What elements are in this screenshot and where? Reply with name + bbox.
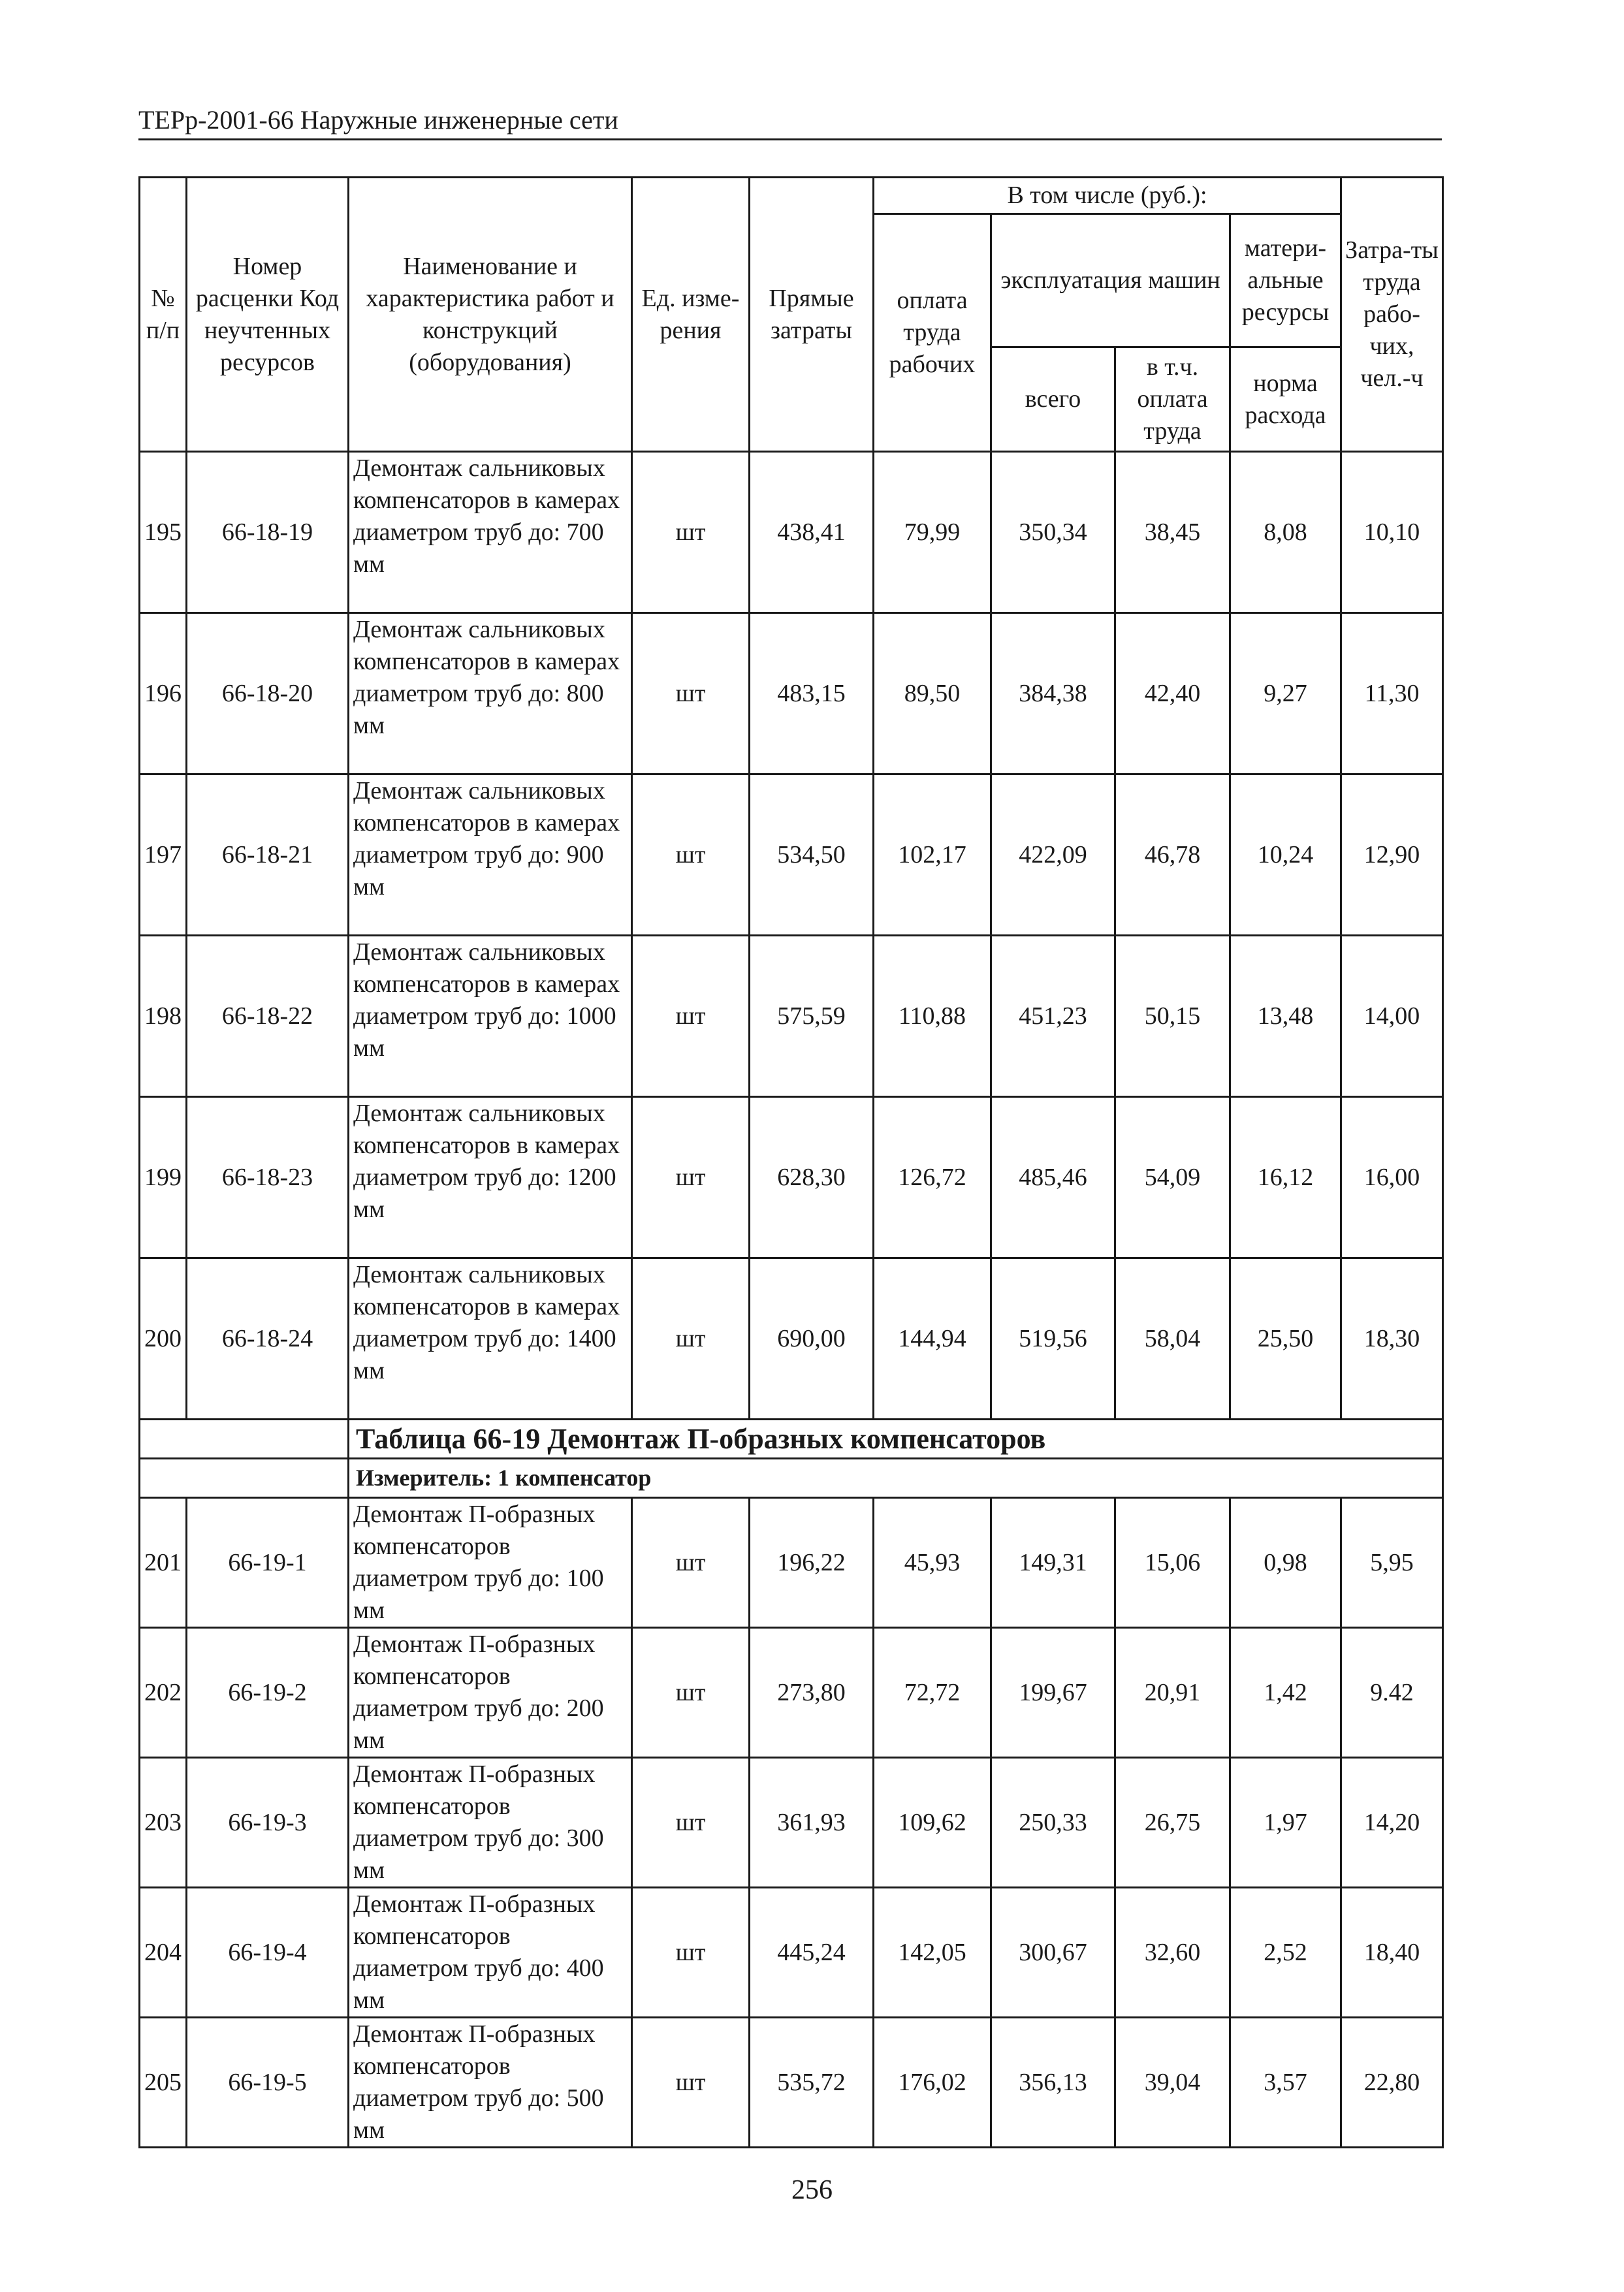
machines-total: 250,33	[991, 1758, 1115, 1888]
unit-cell: шт	[632, 936, 750, 1097]
col-header-machines: эксплуатация машин	[991, 214, 1230, 347]
rate-code: 66-18-21	[187, 774, 349, 936]
machines-wages: 15,06	[1115, 1498, 1230, 1628]
machines-wages: 20,91	[1115, 1628, 1230, 1758]
labor-hours: 14,00	[1341, 936, 1443, 1097]
row-number: 203	[140, 1758, 187, 1888]
rate-code: 66-18-20	[187, 613, 349, 774]
unit-cell: шт	[632, 452, 750, 613]
direct-cost: 535,72	[750, 2018, 874, 2148]
row-number: 201	[140, 1498, 187, 1628]
table-header	[140, 178, 1443, 452]
direct-cost: 628,30	[750, 1097, 874, 1258]
row-number: 196	[140, 613, 187, 774]
materials-norm: 10,24	[1230, 774, 1341, 936]
unit-cell: шт	[632, 1097, 750, 1258]
wages-cost: 45,93	[874, 1498, 991, 1628]
rate-code: 66-18-22	[187, 936, 349, 1097]
unit-cell: шт	[632, 1258, 750, 1420]
machines-wages: 38,45	[1115, 452, 1230, 613]
page-number: 256	[791, 2175, 833, 2205]
machines-wages: 39,04	[1115, 2018, 1230, 2148]
table-row	[140, 1498, 1443, 1628]
row-number: 200	[140, 1258, 187, 1420]
wages-cost: 89,50	[874, 613, 991, 774]
row-number: 205	[140, 2018, 187, 2148]
work-description: Демонтаж сальниковых компенсаторов в камерах диаметром труб до: 900 мм	[349, 774, 632, 936]
work-description: Демонтаж П-образных компенсаторов диаметром труб до: 500 мм	[349, 2018, 632, 2148]
work-description: Демонтаж сальниковых компенсаторов в камерах диаметром труб до: 1400 мм	[349, 1258, 632, 1420]
table-row	[140, 1888, 1443, 2018]
labor-hours: 11,30	[1341, 613, 1443, 774]
rate-code: 66-19-4	[187, 1888, 349, 2018]
unit-cell: шт	[632, 1628, 750, 1758]
unit-cell: шт	[632, 2018, 750, 2148]
machines-total: 149,31	[991, 1498, 1115, 1628]
col-header-materials: матери-альные ресурсы	[1230, 214, 1341, 347]
machines-wages: 54,09	[1115, 1097, 1230, 1258]
materials-norm: 1,97	[1230, 1758, 1341, 1888]
labor-hours: 22,80	[1341, 2018, 1443, 2148]
col-header-labor: Затра-ты труда рабо-чих, чел.-ч	[1341, 178, 1443, 452]
machines-total: 485,46	[991, 1097, 1115, 1258]
table-row	[140, 452, 1443, 613]
machines-total: 350,34	[991, 452, 1115, 613]
table-row	[140, 936, 1443, 1097]
machines-wages: 46,78	[1115, 774, 1230, 936]
machines-total: 199,67	[991, 1628, 1115, 1758]
wages-cost: 126,72	[874, 1097, 991, 1258]
machines-total: 384,38	[991, 613, 1115, 774]
wages-cost: 176,02	[874, 2018, 991, 2148]
materials-norm: 8,08	[1230, 452, 1341, 613]
table-row	[140, 613, 1443, 774]
row-number: 204	[140, 1888, 187, 2018]
col-header-direct: Прямые затраты	[750, 178, 874, 452]
direct-cost: 575,59	[750, 936, 874, 1097]
unit-cell: шт	[632, 774, 750, 936]
machines-total: 422,09	[991, 774, 1115, 936]
labor-hours: 12,90	[1341, 774, 1443, 936]
machines-wages: 32,60	[1115, 1888, 1230, 2018]
wages-cost: 110,88	[874, 936, 991, 1097]
direct-cost: 534,50	[750, 774, 874, 936]
labor-hours: 16,00	[1341, 1097, 1443, 1258]
work-description: Демонтаж П-образных компенсаторов диаметром труб до: 200 мм	[349, 1628, 632, 1758]
work-description: Демонтаж сальниковых компенсаторов в камерах диаметром труб до: 700 мм	[349, 452, 632, 613]
wages-cost: 79,99	[874, 452, 991, 613]
col-header-unit: Ед. изме-рения	[632, 178, 750, 452]
machines-wages: 50,15	[1115, 936, 1230, 1097]
table-row	[140, 774, 1443, 936]
work-description: Демонтаж П-образных компенсаторов диаметром труб до: 400 мм	[349, 1888, 632, 2018]
work-description: Демонтаж П-образных компенсаторов диаметром труб до: 100 мм	[349, 1498, 632, 1628]
col-header-incl: В том числе (руб.):	[874, 178, 1341, 214]
wages-cost: 72,72	[874, 1628, 991, 1758]
header-rule	[138, 138, 1442, 140]
section-unit-row	[140, 1459, 1443, 1498]
materials-norm: 9,27	[1230, 613, 1341, 774]
rate-code: 66-18-19	[187, 452, 349, 613]
rates-table	[138, 176, 1444, 2148]
labor-hours: 10,10	[1341, 452, 1443, 613]
col-header-machines-total: всего	[991, 347, 1115, 452]
row-number: 195	[140, 452, 187, 613]
row-number: 202	[140, 1628, 187, 1758]
section-spacer	[140, 1420, 349, 1459]
table-row	[140, 1258, 1443, 1420]
table-row	[140, 2018, 1443, 2148]
unit-cell: шт	[632, 1888, 750, 2018]
section-title-row	[140, 1420, 1443, 1459]
materials-norm: 0,98	[1230, 1498, 1341, 1628]
col-header-materials-norm: норма расхода	[1230, 347, 1341, 452]
wages-cost: 102,17	[874, 774, 991, 936]
section-unit: Измеритель: 1 компенсатор	[349, 1459, 1443, 1498]
col-header-wages: оплата труда рабочих	[874, 214, 991, 452]
wages-cost: 144,94	[874, 1258, 991, 1420]
work-description: Демонтаж сальниковых компенсаторов в камерах диаметром труб до: 800 мм	[349, 613, 632, 774]
work-description: Демонтаж П-образных компенсаторов диаметром труб до: 300 мм	[349, 1758, 632, 1888]
materials-norm: 1,42	[1230, 1628, 1341, 1758]
col-header-num: № п/п	[140, 178, 187, 452]
rate-code: 66-19-2	[187, 1628, 349, 1758]
unit-cell: шт	[632, 1498, 750, 1628]
materials-norm: 16,12	[1230, 1097, 1341, 1258]
machines-total: 519,56	[991, 1258, 1115, 1420]
machines-wages: 58,04	[1115, 1258, 1230, 1420]
col-header-code: Номер расценки Код неучтенных ресурсов	[187, 178, 349, 452]
machines-total: 451,23	[991, 936, 1115, 1097]
rate-code: 66-18-23	[187, 1097, 349, 1258]
table-row	[140, 1758, 1443, 1888]
section-spacer	[140, 1459, 349, 1498]
machines-wages: 42,40	[1115, 613, 1230, 774]
rate-code: 66-19-3	[187, 1758, 349, 1888]
rate-code: 66-19-1	[187, 1498, 349, 1628]
machines-wages: 26,75	[1115, 1758, 1230, 1888]
direct-cost: 196,22	[750, 1498, 874, 1628]
work-description: Демонтаж сальниковых компенсаторов в камерах диаметром труб до: 1200 мм	[349, 1097, 632, 1258]
direct-cost: 273,80	[750, 1628, 874, 1758]
materials-norm: 25,50	[1230, 1258, 1341, 1420]
labor-hours: 18,40	[1341, 1888, 1443, 2018]
work-description: Демонтаж сальниковых компенсаторов в камерах диаметром труб до: 1000 мм	[349, 936, 632, 1097]
wages-cost: 109,62	[874, 1758, 991, 1888]
direct-cost: 483,15	[750, 613, 874, 774]
table-row	[140, 1628, 1443, 1758]
direct-cost: 361,93	[750, 1758, 874, 1888]
direct-cost: 438,41	[750, 452, 874, 613]
direct-cost: 690,00	[750, 1258, 874, 1420]
running-header: ТЕРр-2001-66 Наружные инженерные сети	[138, 105, 618, 135]
unit-cell: шт	[632, 613, 750, 774]
labor-hours: 9.42	[1341, 1628, 1443, 1758]
table-row	[140, 1097, 1443, 1258]
row-number: 199	[140, 1097, 187, 1258]
materials-norm: 2,52	[1230, 1888, 1341, 2018]
row-number: 197	[140, 774, 187, 936]
materials-norm: 3,57	[1230, 2018, 1341, 2148]
rate-code: 66-19-5	[187, 2018, 349, 2148]
machines-total: 300,67	[991, 1888, 1115, 2018]
labor-hours: 14,20	[1341, 1758, 1443, 1888]
rate-code: 66-18-24	[187, 1258, 349, 1420]
col-header-machines-wages: в т.ч. оплата труда	[1115, 347, 1230, 452]
unit-cell: шт	[632, 1758, 750, 1888]
direct-cost: 445,24	[750, 1888, 874, 2018]
machines-total: 356,13	[991, 2018, 1115, 2148]
labor-hours: 18,30	[1341, 1258, 1443, 1420]
wages-cost: 142,05	[874, 1888, 991, 2018]
row-number: 198	[140, 936, 187, 1097]
col-header-name: Наименование и характеристика работ и конструкций (оборудования)	[349, 178, 632, 452]
section-title: Таблица 66-19 Демонтаж П-образных компенсаторов	[349, 1420, 1443, 1459]
materials-norm: 13,48	[1230, 936, 1341, 1097]
labor-hours: 5,95	[1341, 1498, 1443, 1628]
